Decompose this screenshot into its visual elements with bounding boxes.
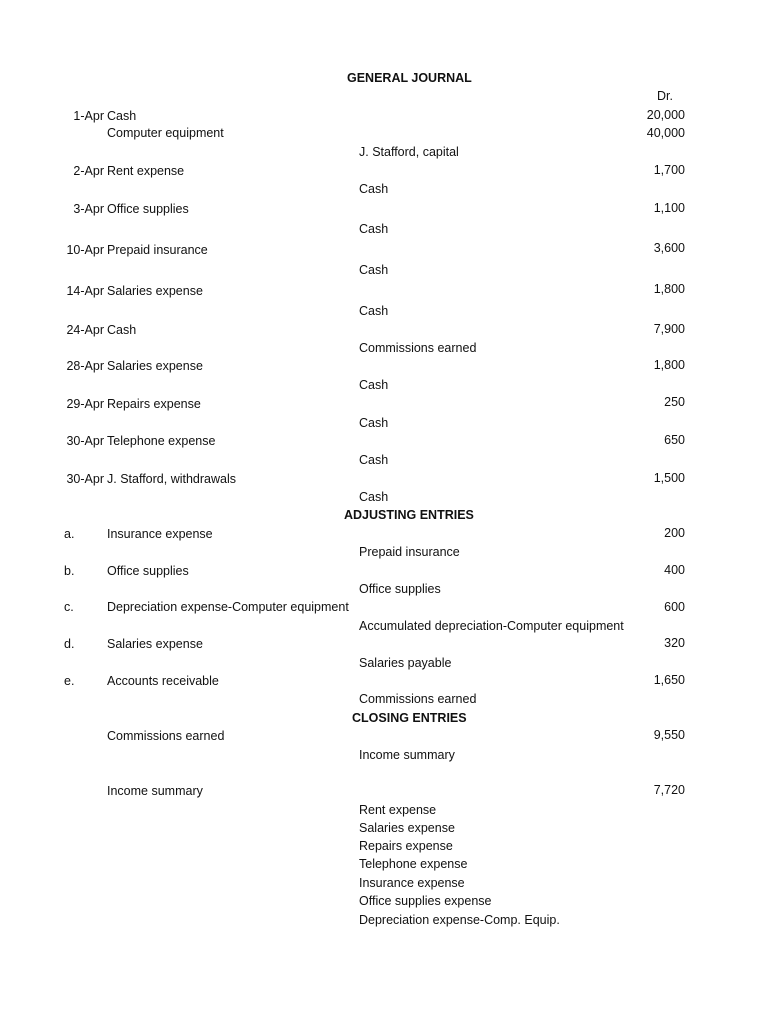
debit-amount: 20,000 xyxy=(646,108,685,122)
debit-amount: 200 xyxy=(664,526,685,540)
credit-account: Telephone expense xyxy=(359,857,468,871)
credit-account: Salaries payable xyxy=(359,656,452,670)
debit-account: Rent expense xyxy=(107,164,185,178)
entry-date: 1-Apr xyxy=(73,109,104,123)
debit-account: Salaries expense xyxy=(107,359,203,373)
debit-amount: 1,800 xyxy=(653,282,685,296)
debit-amount: 1,500 xyxy=(653,471,685,485)
entry-date: 28-Apr xyxy=(66,359,104,373)
debit-account: Accounts receivable xyxy=(107,674,219,688)
entry-date: 30-Apr xyxy=(66,472,104,486)
credit-account: Depreciation expense-Comp. Equip. xyxy=(359,913,560,927)
credit-account: Cash xyxy=(359,222,389,236)
credit-account: Cash xyxy=(359,490,389,504)
debit-account: J. Stafford, withdrawals xyxy=(107,472,236,486)
credit-account: Office supplies expense xyxy=(359,894,492,908)
entry-date: 2-Apr xyxy=(73,164,104,178)
credit-account: Commissions earned xyxy=(359,341,477,355)
dr-column-header: Dr. xyxy=(657,89,673,103)
entry-date: 30-Apr xyxy=(66,434,104,448)
credit-account: Cash xyxy=(359,378,389,392)
adjusting-entries-title: ADJUSTING ENTRIES xyxy=(344,508,474,522)
debit-amount: 7,720 xyxy=(653,783,685,797)
debit-account: Prepaid insurance xyxy=(107,243,208,257)
debit-amount: 7,900 xyxy=(653,322,685,336)
debit-amount: 3,600 xyxy=(653,241,685,255)
debit-account: Salaries expense xyxy=(107,284,203,298)
credit-account: Insurance expense xyxy=(359,876,465,890)
debit-account: Telephone expense xyxy=(107,434,216,448)
credit-account: Cash xyxy=(359,182,389,196)
credit-account: Commissions earned xyxy=(359,692,477,706)
entry-letter: a. xyxy=(64,527,75,541)
debit-amount: 1,100 xyxy=(653,201,685,215)
debit-account: Computer equipment xyxy=(107,126,224,140)
credit-account: Prepaid insurance xyxy=(359,545,460,559)
entry-date: 24-Apr xyxy=(66,323,104,337)
debit-account: Commissions earned xyxy=(107,729,225,743)
entry-date: 14-Apr xyxy=(66,284,104,298)
credit-account: Rent expense xyxy=(359,803,437,817)
credit-account: Cash xyxy=(359,453,389,467)
credit-account: Cash xyxy=(359,304,389,318)
entry-date: 3-Apr xyxy=(73,202,104,216)
credit-account: Office supplies xyxy=(359,582,441,596)
entry-letter: c. xyxy=(64,600,74,614)
debit-account: Cash xyxy=(107,323,137,337)
debit-account: Insurance expense xyxy=(107,527,213,541)
credit-account: Cash xyxy=(359,416,389,430)
entry-letter: b. xyxy=(64,564,75,578)
closing-entries-title: CLOSING ENTRIES xyxy=(352,711,467,725)
entry-date: 29-Apr xyxy=(66,397,104,411)
debit-amount: 40,000 xyxy=(646,126,685,140)
debit-amount: 1,800 xyxy=(653,358,685,372)
credit-account: Accumulated depreciation-Computer equipment xyxy=(359,619,624,633)
debit-amount: 320 xyxy=(664,636,685,650)
entry-letter: d. xyxy=(64,637,75,651)
debit-amount: 1,700 xyxy=(653,163,685,177)
debit-amount: 400 xyxy=(664,563,685,577)
debit-account: Cash xyxy=(107,109,137,123)
debit-amount: 1,650 xyxy=(653,673,685,687)
credit-account: J. Stafford, capital xyxy=(359,145,459,159)
credit-account: Income summary xyxy=(359,748,455,762)
debit-account: Income summary xyxy=(107,784,203,798)
debit-account: Salaries expense xyxy=(107,637,203,651)
credit-account: Salaries expense xyxy=(359,821,455,835)
debit-amount: 250 xyxy=(664,395,685,409)
credit-account: Repairs expense xyxy=(359,839,453,853)
entry-date: 10-Apr xyxy=(66,243,104,257)
debit-amount: 9,550 xyxy=(653,728,685,742)
debit-account: Repairs expense xyxy=(107,397,201,411)
debit-account: Office supplies xyxy=(107,564,189,578)
debit-amount: 650 xyxy=(664,433,685,447)
entry-letter: e. xyxy=(64,674,75,688)
credit-account: Cash xyxy=(359,263,389,277)
debit-account: Office supplies xyxy=(107,202,189,216)
general-journal-title: GENERAL JOURNAL xyxy=(347,71,472,85)
debit-amount: 600 xyxy=(664,600,685,614)
debit-account: Depreciation expense-Computer equipment xyxy=(107,600,349,614)
